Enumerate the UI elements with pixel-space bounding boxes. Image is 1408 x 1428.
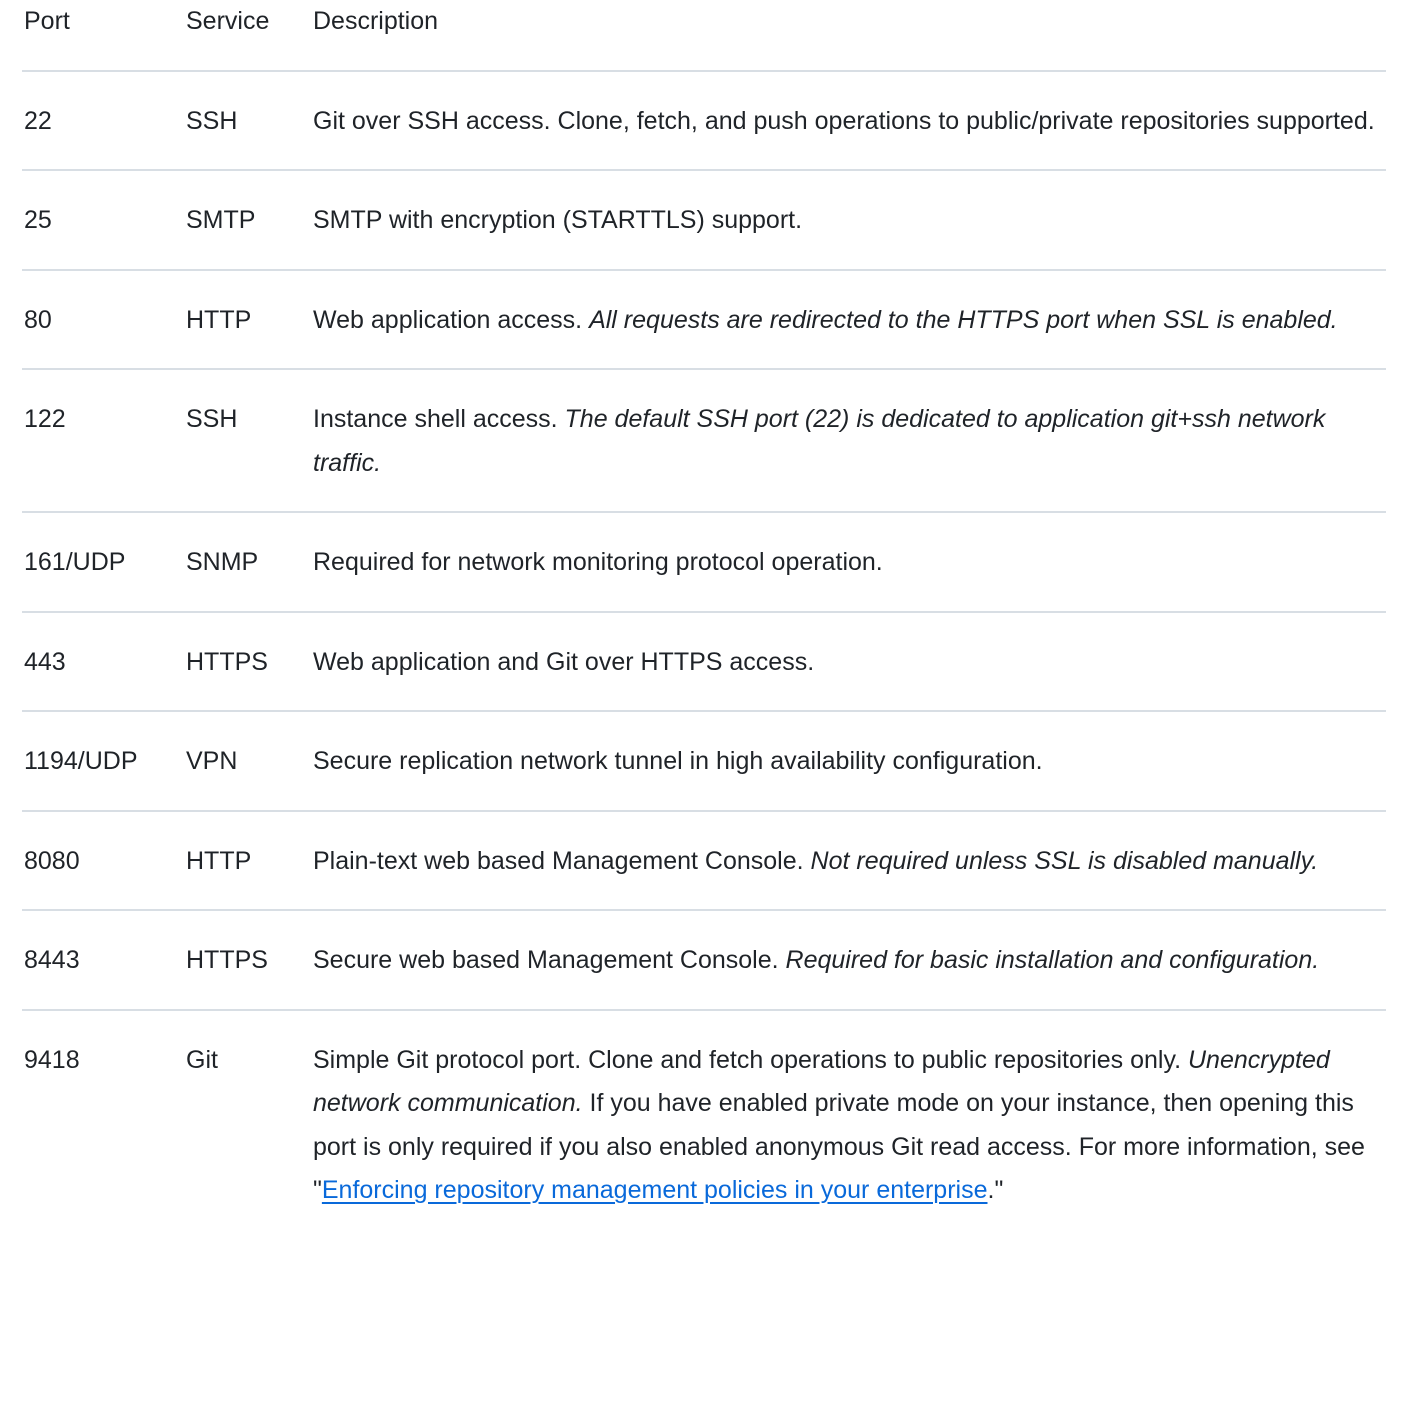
cell-service: HTTPS (186, 612, 313, 712)
cell-description (313, 170, 1386, 270)
cell-service: Git (186, 1045, 218, 1074)
cell-service: HTTP (186, 270, 313, 370)
description-text: Instance shell access. (313, 405, 565, 433)
table-row (22, 811, 1386, 911)
cell-port: 8080 (22, 811, 186, 911)
cell-port: 9418 (24, 1045, 80, 1074)
description-text: If you have enabled private mode on your instance, then opening this port is only required if you also enabled anonymous Git read access. For more information, see " (313, 1089, 1365, 1204)
cell-description (313, 1010, 1386, 1239)
table-row (22, 170, 1386, 270)
description-link[interactable]: Enforcing repository management policies in your enterprise (321, 1176, 988, 1204)
cell-port: 161/UDP (22, 512, 186, 612)
table-row (22, 1010, 1386, 1239)
table-row (22, 71, 1386, 171)
cell-port: 8443 (22, 910, 186, 1010)
table-row (22, 369, 1386, 512)
cell-description (313, 612, 1386, 712)
description-text: Simple Git protocol port. Clone and fetch operations to public repositories only. (313, 1045, 1188, 1074)
table-row (22, 612, 1386, 712)
table-row (22, 711, 1386, 811)
cell-service: SSH (186, 369, 313, 512)
column-header-description: Description (313, 0, 1386, 71)
cell-description (313, 512, 1386, 612)
cell-service: HTTPS (186, 910, 313, 1010)
table-header (22, 0, 1386, 71)
table-row (22, 270, 1386, 370)
description-text: Plain-text web based Management Console. (313, 846, 811, 875)
cell-service: SMTP (186, 170, 313, 270)
description-text: Web application access. (313, 305, 590, 334)
cell-port: 1194/UDP (22, 711, 186, 811)
description-emphasis: All requests are redirected to the HTTPS port when SSL is enabled. (589, 305, 1338, 334)
description-text: Secure web based Management Console. (313, 946, 786, 974)
cell-description (313, 711, 1386, 811)
description-emphasis: Unencrypted network communication. (313, 1045, 1330, 1117)
cell-service: VPN (186, 711, 313, 811)
cell-description (313, 270, 1386, 370)
cell-service: HTTP (186, 811, 313, 911)
description-text: Required for network monitoring protocol operation. (313, 548, 883, 576)
table-row (22, 512, 1386, 612)
cell-description (313, 71, 1386, 171)
table-header-row (22, 0, 1386, 71)
cell-port: 443 (22, 612, 186, 712)
column-header-service: Service (186, 0, 313, 71)
cell-port: 22 (22, 71, 186, 171)
description-text: Git over SSH access. Clone, fetch, and push operations to public/private repositories supported. (313, 106, 1375, 135)
description-emphasis: Required for basic installation and configuration. (785, 946, 1320, 974)
cell-description (313, 910, 1386, 1010)
description-emphasis: Not required unless SSL is disabled manually. (810, 846, 1319, 875)
cell-port: 80 (22, 270, 186, 370)
description-text: Secure replication network tunnel in high availability configuration. (313, 747, 1043, 775)
cell-service: SSH (186, 71, 313, 171)
cell-description (313, 369, 1386, 512)
table-body (22, 71, 1386, 1239)
table-row (22, 910, 1386, 1010)
column-header-port: Port (22, 0, 186, 71)
description-text: SMTP with encryption (STARTTLS) support. (313, 206, 803, 234)
cell-port: 25 (22, 170, 186, 270)
description-text: Web application and Git over HTTPS access. (313, 647, 815, 676)
description-text: ." (987, 1176, 1004, 1204)
cell-port: 122 (22, 369, 186, 512)
cell-service: SNMP (186, 512, 313, 612)
description-emphasis: The default SSH port (22) is dedicated to application git+ssh network traffic. (313, 405, 1326, 477)
cell-description (313, 811, 1386, 911)
network-ports-table (22, 0, 1386, 1239)
